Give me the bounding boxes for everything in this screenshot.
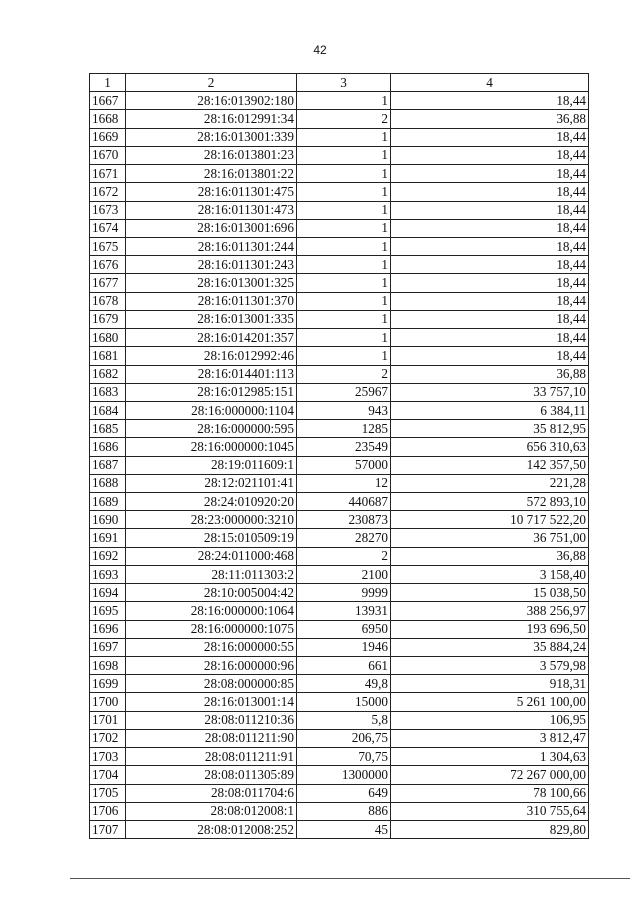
cadastral-number-cell: 28:24:010920:20 xyxy=(126,493,297,511)
amount-cell: 106,95 xyxy=(391,711,589,729)
amount-cell: 829,80 xyxy=(391,820,589,838)
amount-cell: 193 696,50 xyxy=(391,620,589,638)
cadastral-number-cell: 28:11:011303:2 xyxy=(126,565,297,583)
table-row xyxy=(90,292,589,310)
table-row xyxy=(90,92,589,110)
row-number-cell: 1694 xyxy=(90,584,126,602)
cadastral-number-cell: 28:23:000000:3210 xyxy=(126,511,297,529)
amount-cell: 18,44 xyxy=(391,219,589,237)
table-row xyxy=(90,766,589,784)
amount-cell: 36 751,00 xyxy=(391,529,589,547)
row-number-cell: 1671 xyxy=(90,165,126,183)
table-row xyxy=(90,657,589,675)
table-row xyxy=(90,438,589,456)
cadastral-number-cell: 28:16:013902:180 xyxy=(126,92,297,110)
cadastral-number-cell: 28:16:011301:370 xyxy=(126,292,297,310)
cadastral-number-cell: 28:08:011211:91 xyxy=(126,748,297,766)
cadastral-number-cell: 28:12:021101:41 xyxy=(126,474,297,492)
table-row xyxy=(90,584,589,602)
table-row xyxy=(90,329,589,347)
row-number-cell: 1697 xyxy=(90,638,126,656)
table-row xyxy=(90,201,589,219)
table-row xyxy=(90,256,589,274)
cadastral-number-cell: 28:16:000000:55 xyxy=(126,638,297,656)
cadastral-number-cell: 28:16:014201:357 xyxy=(126,329,297,347)
table-row xyxy=(90,420,589,438)
table-row xyxy=(90,237,589,255)
table-row xyxy=(90,620,589,638)
quantity-cell: 6950 xyxy=(297,620,391,638)
amount-cell: 18,44 xyxy=(391,274,589,292)
row-number-cell: 1670 xyxy=(90,146,126,164)
amount-cell: 10 717 522,20 xyxy=(391,511,589,529)
quantity-cell: 49,8 xyxy=(297,675,391,693)
amount-cell: 1 304,63 xyxy=(391,748,589,766)
amount-cell: 572 893,10 xyxy=(391,493,589,511)
cadastral-number-cell: 28:10:005004:42 xyxy=(126,584,297,602)
amount-cell: 36,88 xyxy=(391,110,589,128)
quantity-cell: 45 xyxy=(297,820,391,838)
cadastral-number-cell: 28:16:000000:96 xyxy=(126,657,297,675)
quantity-cell: 25967 xyxy=(297,383,391,401)
row-number-cell: 1679 xyxy=(90,310,126,328)
quantity-cell: 1 xyxy=(297,310,391,328)
quantity-cell: 5,8 xyxy=(297,711,391,729)
row-number-cell: 1675 xyxy=(90,237,126,255)
quantity-cell: 1 xyxy=(297,146,391,164)
quantity-cell: 886 xyxy=(297,802,391,820)
cadastral-number-cell: 28:08:012008:252 xyxy=(126,820,297,838)
table-row xyxy=(90,729,589,747)
amount-cell: 6 384,11 xyxy=(391,401,589,419)
cadastral-number-cell: 28:16:012991:34 xyxy=(126,110,297,128)
table-row xyxy=(90,711,589,729)
table-row xyxy=(90,310,589,328)
quantity-cell: 1 xyxy=(297,256,391,274)
table-row xyxy=(90,474,589,492)
amount-cell: 18,44 xyxy=(391,237,589,255)
row-number-cell: 1688 xyxy=(90,474,126,492)
cadastral-number-cell: 28:16:000000:1075 xyxy=(126,620,297,638)
cadastral-number-cell: 28:08:012008:1 xyxy=(126,802,297,820)
row-number-cell: 1685 xyxy=(90,420,126,438)
cadastral-number-cell: 28:16:012985:151 xyxy=(126,383,297,401)
row-number-cell: 1692 xyxy=(90,547,126,565)
table-row xyxy=(90,365,589,383)
cadastral-number-cell: 28:08:011210:36 xyxy=(126,711,297,729)
row-number-cell: 1705 xyxy=(90,784,126,802)
row-number-cell: 1707 xyxy=(90,820,126,838)
quantity-cell: 1 xyxy=(297,183,391,201)
row-number-cell: 1681 xyxy=(90,347,126,365)
amount-cell: 142 357,50 xyxy=(391,456,589,474)
table-row xyxy=(90,219,589,237)
amount-cell: 18,44 xyxy=(391,256,589,274)
column-header-1: 1 xyxy=(90,74,126,92)
table-row xyxy=(90,547,589,565)
cadastral-number-cell: 28:08:000000:85 xyxy=(126,675,297,693)
bottom-divider xyxy=(70,878,630,879)
quantity-cell: 1 xyxy=(297,347,391,365)
page-number: 42 xyxy=(313,43,327,57)
quantity-cell: 57000 xyxy=(297,456,391,474)
quantity-cell: 230873 xyxy=(297,511,391,529)
row-number-cell: 1677 xyxy=(90,274,126,292)
amount-cell: 72 267 000,00 xyxy=(391,766,589,784)
cadastral-number-cell: 28:16:011301:243 xyxy=(126,256,297,274)
row-number-cell: 1683 xyxy=(90,383,126,401)
amount-cell: 3 158,40 xyxy=(391,565,589,583)
amount-cell: 35 884,24 xyxy=(391,638,589,656)
table-row xyxy=(90,183,589,201)
table-row xyxy=(90,693,589,711)
cadastral-number-cell: 28:16:014401:113 xyxy=(126,365,297,383)
cadastral-number-cell: 28:16:011301:475 xyxy=(126,183,297,201)
row-number-cell: 1689 xyxy=(90,493,126,511)
amount-cell: 18,44 xyxy=(391,292,589,310)
row-number-cell: 1704 xyxy=(90,766,126,784)
quantity-cell: 2 xyxy=(297,547,391,565)
amount-cell: 18,44 xyxy=(391,165,589,183)
row-number-cell: 1669 xyxy=(90,128,126,146)
quantity-cell: 1 xyxy=(297,128,391,146)
amount-cell: 5 261 100,00 xyxy=(391,693,589,711)
cadastral-number-cell: 28:08:011704:6 xyxy=(126,784,297,802)
amount-cell: 18,44 xyxy=(391,92,589,110)
cadastral-number-cell: 28:16:013001:335 xyxy=(126,310,297,328)
table-body xyxy=(90,92,589,839)
row-number-cell: 1682 xyxy=(90,365,126,383)
cadastral-number-cell: 28:16:012992:46 xyxy=(126,347,297,365)
row-number-cell: 1693 xyxy=(90,565,126,583)
table-row xyxy=(90,165,589,183)
quantity-cell: 1 xyxy=(297,274,391,292)
table-row xyxy=(90,274,589,292)
row-number-cell: 1700 xyxy=(90,693,126,711)
cadastral-number-cell: 28:19:011609:1 xyxy=(126,456,297,474)
row-number-cell: 1674 xyxy=(90,219,126,237)
cadastral-number-cell: 28:16:013001:14 xyxy=(126,693,297,711)
quantity-cell: 661 xyxy=(297,657,391,675)
amount-cell: 310 755,64 xyxy=(391,802,589,820)
table-row xyxy=(90,529,589,547)
quantity-cell: 9999 xyxy=(297,584,391,602)
cadastral-number-cell: 28:16:013001:696 xyxy=(126,219,297,237)
cadastral-number-cell: 28:24:011000:468 xyxy=(126,547,297,565)
amount-cell: 18,44 xyxy=(391,347,589,365)
amount-cell: 3 579,98 xyxy=(391,657,589,675)
cadastral-number-cell: 28:15:010509:19 xyxy=(126,529,297,547)
table-row xyxy=(90,675,589,693)
row-number-cell: 1696 xyxy=(90,620,126,638)
quantity-cell: 1 xyxy=(297,201,391,219)
table-row xyxy=(90,383,589,401)
amount-cell: 18,44 xyxy=(391,201,589,219)
quantity-cell: 70,75 xyxy=(297,748,391,766)
quantity-cell: 943 xyxy=(297,401,391,419)
row-number-cell: 1702 xyxy=(90,729,126,747)
row-number-cell: 1680 xyxy=(90,329,126,347)
row-number-cell: 1706 xyxy=(90,802,126,820)
row-number-cell: 1667 xyxy=(90,92,126,110)
quantity-cell: 440687 xyxy=(297,493,391,511)
amount-cell: 33 757,10 xyxy=(391,383,589,401)
amount-cell: 36,88 xyxy=(391,365,589,383)
row-number-cell: 1701 xyxy=(90,711,126,729)
amount-cell: 918,31 xyxy=(391,675,589,693)
amount-cell: 18,44 xyxy=(391,329,589,347)
table-row xyxy=(90,347,589,365)
amount-cell: 656 310,63 xyxy=(391,438,589,456)
quantity-cell: 1300000 xyxy=(297,766,391,784)
table-row xyxy=(90,401,589,419)
row-number-cell: 1699 xyxy=(90,675,126,693)
cadastral-number-cell: 28:08:011211:90 xyxy=(126,729,297,747)
quantity-cell: 1 xyxy=(297,329,391,347)
cadastral-number-cell: 28:08:011305:89 xyxy=(126,766,297,784)
amount-cell: 18,44 xyxy=(391,128,589,146)
table-row xyxy=(90,802,589,820)
column-header-3: 3 xyxy=(297,74,391,92)
row-number-cell: 1672 xyxy=(90,183,126,201)
cadastral-number-cell: 28:16:000000:1045 xyxy=(126,438,297,456)
cadastral-number-cell: 28:16:013801:23 xyxy=(126,146,297,164)
amount-cell: 388 256,97 xyxy=(391,602,589,620)
table-row xyxy=(90,493,589,511)
row-number-cell: 1686 xyxy=(90,438,126,456)
cadastral-number-cell: 28:16:013801:22 xyxy=(126,165,297,183)
quantity-cell: 1 xyxy=(297,165,391,183)
quantity-cell: 1285 xyxy=(297,420,391,438)
quantity-cell: 15000 xyxy=(297,693,391,711)
amount-cell: 15 038,50 xyxy=(391,584,589,602)
cadastral-number-cell: 28:16:011301:244 xyxy=(126,237,297,255)
quantity-cell: 1 xyxy=(297,219,391,237)
quantity-cell: 2100 xyxy=(297,565,391,583)
table-row xyxy=(90,748,589,766)
column-header-4: 4 xyxy=(391,74,589,92)
row-number-cell: 1668 xyxy=(90,110,126,128)
cadastral-number-cell: 28:16:000000:595 xyxy=(126,420,297,438)
cadastral-number-cell: 28:16:013001:325 xyxy=(126,274,297,292)
quantity-cell: 1 xyxy=(297,92,391,110)
quantity-cell: 23549 xyxy=(297,438,391,456)
row-number-cell: 1673 xyxy=(90,201,126,219)
table-header-row xyxy=(90,74,589,92)
amount-cell: 18,44 xyxy=(391,310,589,328)
cadastral-number-cell: 28:16:000000:1104 xyxy=(126,401,297,419)
cadastral-number-cell: 28:16:013001:339 xyxy=(126,128,297,146)
amount-cell: 18,44 xyxy=(391,146,589,164)
amount-cell: 221,28 xyxy=(391,474,589,492)
column-header-2: 2 xyxy=(126,74,297,92)
row-number-cell: 1676 xyxy=(90,256,126,274)
row-number-cell: 1698 xyxy=(90,657,126,675)
amount-cell: 18,44 xyxy=(391,183,589,201)
quantity-cell: 1 xyxy=(297,292,391,310)
table-row xyxy=(90,602,589,620)
quantity-cell: 13931 xyxy=(297,602,391,620)
quantity-cell: 12 xyxy=(297,474,391,492)
amount-cell: 78 100,66 xyxy=(391,784,589,802)
row-number-cell: 1687 xyxy=(90,456,126,474)
table-row xyxy=(90,110,589,128)
row-number-cell: 1690 xyxy=(90,511,126,529)
row-number-cell: 1684 xyxy=(90,401,126,419)
table-row xyxy=(90,638,589,656)
row-number-cell: 1678 xyxy=(90,292,126,310)
quantity-cell: 2 xyxy=(297,110,391,128)
table-row xyxy=(90,565,589,583)
quantity-cell: 28270 xyxy=(297,529,391,547)
table-row xyxy=(90,511,589,529)
table-row xyxy=(90,820,589,838)
table-row xyxy=(90,456,589,474)
row-number-cell: 1695 xyxy=(90,602,126,620)
data-table xyxy=(89,73,589,839)
amount-cell: 3 812,47 xyxy=(391,729,589,747)
quantity-cell: 649 xyxy=(297,784,391,802)
cadastral-number-cell: 28:16:000000:1064 xyxy=(126,602,297,620)
quantity-cell: 1946 xyxy=(297,638,391,656)
quantity-cell: 1 xyxy=(297,237,391,255)
amount-cell: 36,88 xyxy=(391,547,589,565)
quantity-cell: 206,75 xyxy=(297,729,391,747)
row-number-cell: 1691 xyxy=(90,529,126,547)
table-row xyxy=(90,784,589,802)
row-number-cell: 1703 xyxy=(90,748,126,766)
table-row xyxy=(90,128,589,146)
cadastral-number-cell: 28:16:011301:473 xyxy=(126,201,297,219)
amount-cell: 35 812,95 xyxy=(391,420,589,438)
quantity-cell: 2 xyxy=(297,365,391,383)
table-row xyxy=(90,146,589,164)
